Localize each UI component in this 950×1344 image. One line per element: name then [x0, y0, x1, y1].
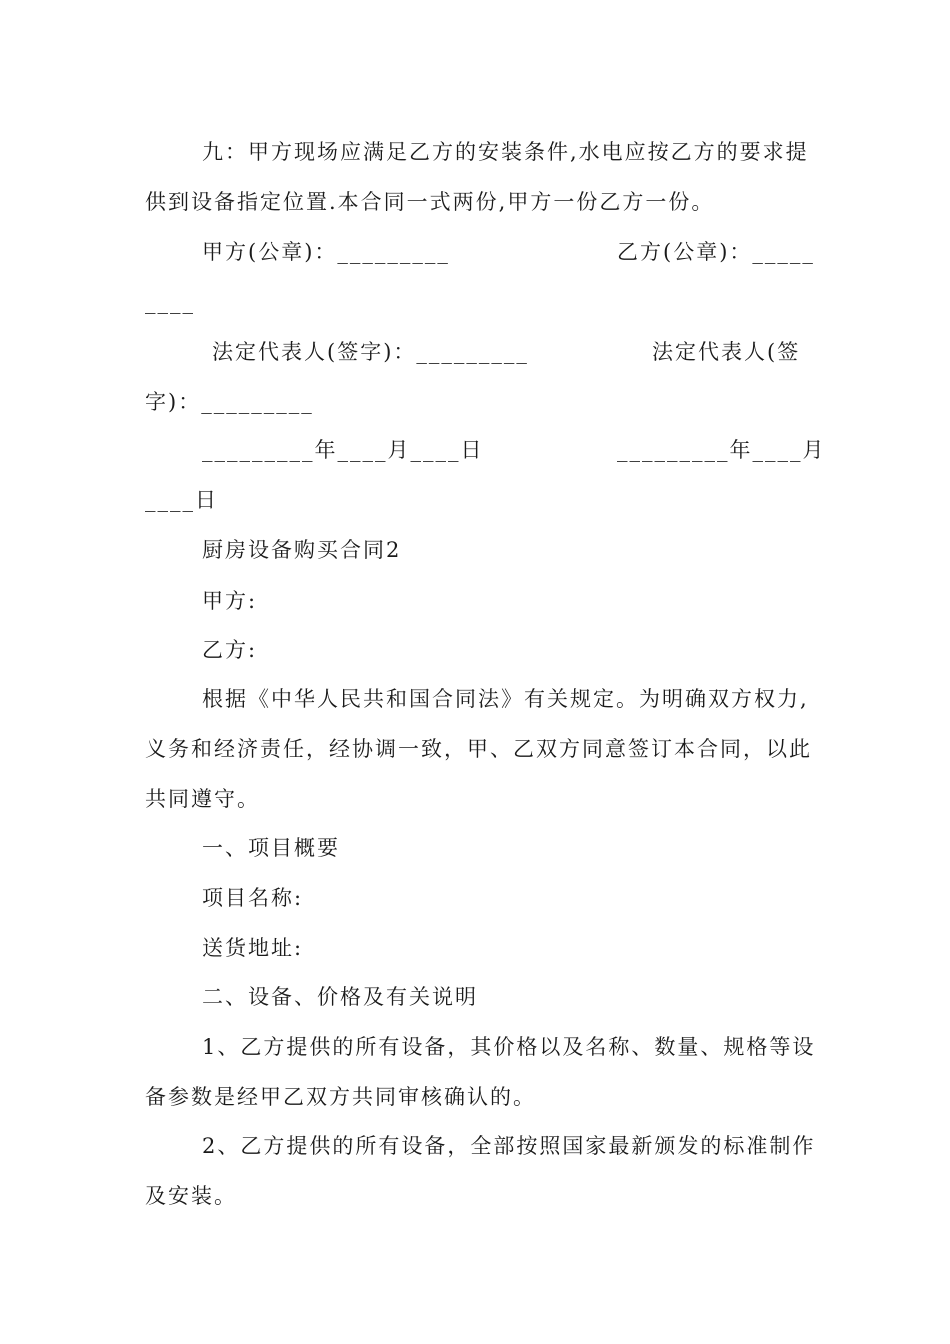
party-b-label: 乙方: — [202, 638, 258, 662]
delivery-address-label: 送货地址: — [202, 936, 304, 960]
item-2-line-2: 及安装。 — [145, 1184, 237, 1208]
party-a-seal: 甲方(公章)：_________ — [202, 240, 450, 264]
section-1-heading: 一、项目概要 — [202, 836, 340, 860]
party-b-legal-representative-continued: 字)：_________ — [145, 390, 314, 414]
party-b-seal-continued: ____ — [145, 290, 195, 314]
party-b-date-continued: ____日 — [145, 488, 218, 512]
party-b-legal-representative: 法定代表人(签 — [652, 340, 801, 364]
item-2-line-1: 2、乙方提供的所有设备，全部按照国家最新颁发的标准制作 — [202, 1134, 816, 1158]
clause-9-line-1: 九：甲方现场应满足乙方的安装条件,水电应按乙方的要求提 — [202, 140, 809, 164]
party-a-legal-representative: 法定代表人(签字)：_________ — [212, 340, 529, 364]
party-a-label: 甲方: — [202, 589, 258, 613]
party-b-seal: 乙方(公章)：_____ — [617, 240, 815, 264]
preamble-line-3: 共同遵守。 — [145, 787, 260, 811]
party-a-date: _________年____月____日 — [202, 438, 484, 462]
preamble-line-2: 义务和经济责任，经协调一致，甲、乙双方同意签订本合同，以此 — [145, 737, 812, 761]
item-1-line-1: 1、乙方提供的所有设备，其价格以及名称、数量、规格等设 — [202, 1035, 816, 1059]
section-2-heading: 二、设备、价格及有关说明 — [202, 985, 478, 1009]
preamble-line-1: 根据《中华人民共和国合同法》有关规定。为明确双方权力, — [202, 687, 809, 711]
clause-9-line-2: 供到设备指定位置.本合同一式两份,甲方一份乙方一份。 — [145, 190, 715, 214]
item-1-line-2: 备参数是经甲乙双方共同审核确认的。 — [145, 1085, 536, 1109]
party-b-date: _________年____月 — [617, 438, 826, 462]
project-name-label: 项目名称: — [202, 886, 304, 910]
contract-2-title: 厨房设备购买合同2 — [202, 538, 402, 562]
